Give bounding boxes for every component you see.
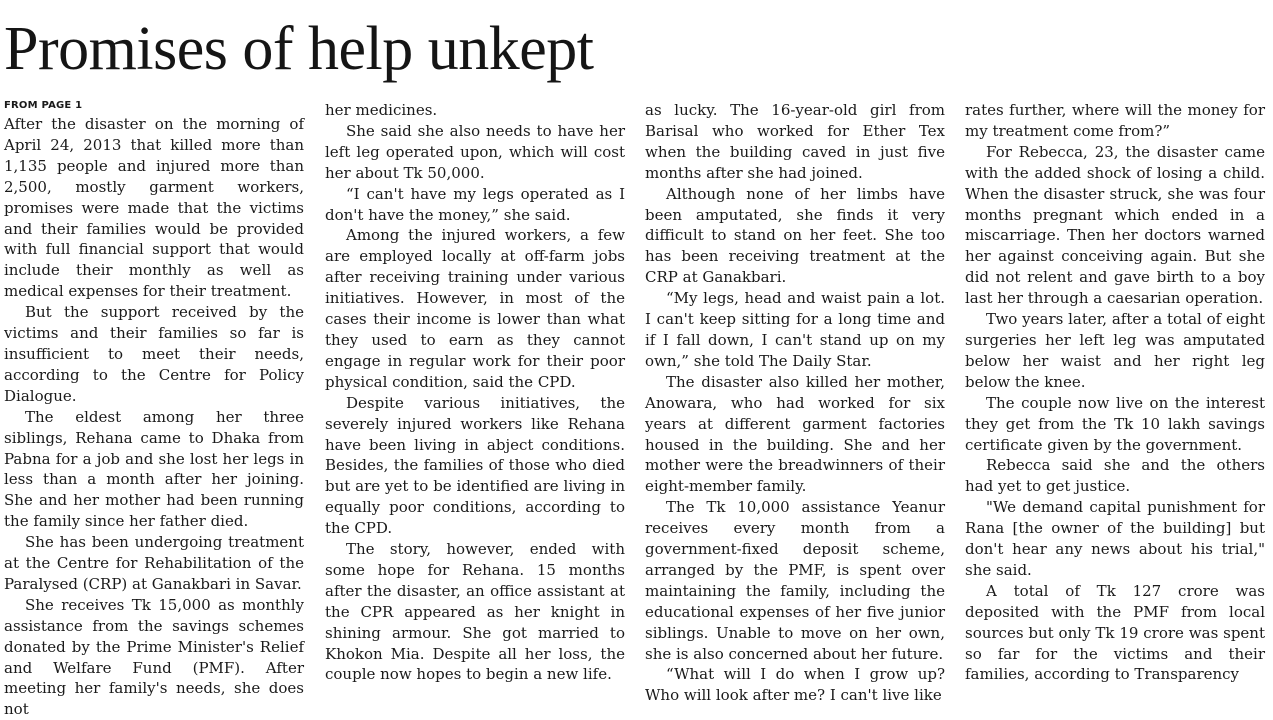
paragraph: After the disaster on the morning of April 24, 2013 that killed more than 1,135 people and injured more than 2,500, mostly garment workers, promises were made that the victims and their families would be provided with full financial support that would include their monthly as well as medical expenses for their treatment. <box>4 115 304 301</box>
paragraph: The eldest among her three siblings, Rehana came to Dhaka from Pabna for a job and she lost her legs in less than a month after her joining. She and her mother had been running the family since her father died. <box>4 407 304 531</box>
paragraph: Although none of her limbs have been amputated, she finds it very difficult to stand on her feet. She too has been receiving treatment at the CRP at Ganakbari. <box>645 184 945 287</box>
paragraph: The disaster also killed her mother, Anowara, who had worked for six years at different garment factories housed in the building. She and her mother were the breadwinners of their eight-member family. <box>645 372 945 496</box>
paragraph: A total of Tk 127 crore was deposited with the PMF from local sources but only Tk 19 crore was spent so far for the victims and their families, according to Transparency <box>965 581 1265 684</box>
paragraph: She receives Tk 15,000 as monthly assistance from the savings schemes donated by the Prime Minister's Relief and Welfare Fund (PMF). After meeting her family's needs, she does not <box>4 595 304 719</box>
paragraph: For Rebecca, 23, the disaster came with the added shock of losing a child. When the disaster struck, she was four months pregnant which ended in a miscarriage. Then her doctors warned her against conceiving again. But she did not relent and gave birth to a boy last her through a caesarian operation. <box>965 142 1265 308</box>
headline: Promises of help unkept <box>4 15 594 83</box>
paragraph: Among the injured workers, a few are employed locally at off-farm jobs after receiving training under various initiatives. However, in most of the cases their income is lower than what they used to earn as they cannot engage in regular work for their poor physical condition, said the CPD. <box>325 226 625 391</box>
paragraph: Rebecca said she and the others had yet to get justice. <box>965 456 1265 496</box>
article-column-3 <box>645 100 945 707</box>
paragraph: her medicines. <box>325 101 438 119</box>
paragraph: “What will I do when I grow up? Who will look after me? I can't live like <box>645 665 945 705</box>
paragraph: She said she also needs to have her left leg operated upon, which will cost her about Tk 50,000. <box>325 121 625 182</box>
paragraph: The Tk 10,000 assistance Yeanur receives every month from a government-fixed deposit scheme, arranged by the PMF, is spent over maintaining the family, including the educational expenses of her five junior siblings. Unable to move on her own, she is also concerned about her future. <box>645 498 945 663</box>
paragraph: The couple now live on the interest they get from the Tk 10 lakh savings certificate given by the government. <box>965 393 1265 454</box>
continued-from-label: FROM PAGE 1 <box>4 100 83 111</box>
paragraph: "We demand capital punishment for Rana [the owner of the building] but don't hear any news about his trial," she said. <box>965 498 1265 579</box>
paragraph: She has been undergoing treatment at the Centre for Rehabilitation of the Paralysed (CRP) at Ganakbari in Savar. <box>4 533 304 593</box>
article-column-2 <box>325 100 625 707</box>
paragraph: Despite various initiatives, the severely injured workers like Rehana have been living in abject conditions. Besides, the families of those who died but are yet to be identified are living in equally poor conditions, according to the CPD. <box>325 393 625 538</box>
paragraph: “I can't have my legs operated as I don't have the money,” she said. <box>325 184 625 224</box>
article-column-1 <box>4 100 304 719</box>
paragraph: rates further, where will the money for my treatment come from?” <box>965 101 1265 140</box>
article-column-4 <box>965 100 1265 707</box>
paragraph: The story, however, ended with some hope for Rehana. 15 months after the disaster, an office assistant at the CPR appeared as her knight in shining armour. She got married to Khokon Mia. Despite all her loss, the couple now hopes to begin a new life. <box>325 540 625 684</box>
paragraph: But the support received by the victims and their families so far is insufficient to meet their needs, according to the Centre for Policy Dialogue. <box>4 303 304 405</box>
paragraph: “My legs, head and waist pain a lot. I can't keep sitting for a long time and if I fall down, I can't stand up on my own,” she told The Daily Star. <box>645 289 945 370</box>
paragraph: Two years later, after a total of eight surgeries her left leg was amputated below her waist and her right leg below the knee. <box>965 310 1265 391</box>
paragraph: as lucky. The 16-year-old girl from Barisal who worked for Ether Tex when the building caved in just five months after she had joined. <box>645 101 945 182</box>
